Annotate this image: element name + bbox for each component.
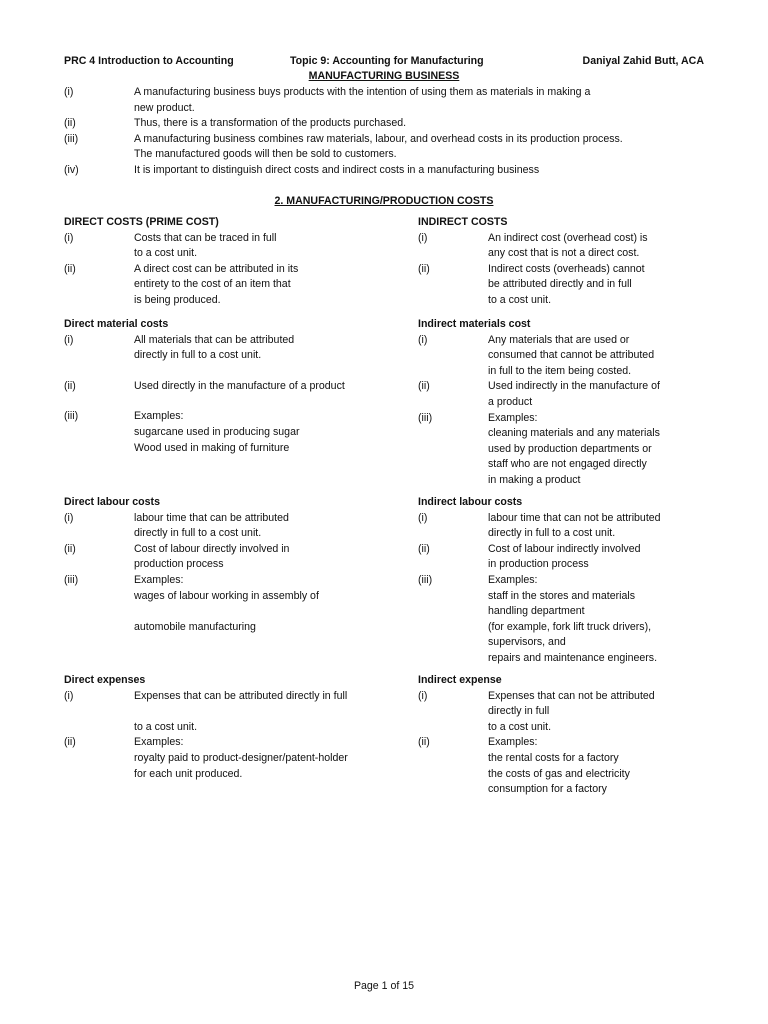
item-text: Expenses that can be attributed directly in full to a cost unit. <box>134 689 348 733</box>
header-topic: Topic 9: Accounting for Manufacturing <box>290 55 484 67</box>
item-text: Used directly in the manufacture of a product <box>134 379 345 392</box>
list-item <box>418 262 718 309</box>
item-number: (ii) <box>418 262 430 275</box>
item-number: (i) <box>64 333 74 346</box>
item-text: labour time that can not be attributed directly in full to a cost unit. <box>488 511 661 540</box>
list-item <box>418 573 718 667</box>
item-number: (iii) <box>64 410 79 423</box>
indirect-materials-section <box>418 317 718 489</box>
list-item <box>64 333 394 364</box>
indirect-expense-section <box>418 673 718 798</box>
item-number: (ii) <box>418 736 430 749</box>
indirect-labour-heading: Indirect labour costs <box>418 496 523 508</box>
direct-expenses-section <box>64 673 394 782</box>
direct-material-heading: Direct material costs <box>64 318 169 330</box>
list-item <box>418 542 718 573</box>
item-number: (ii) <box>64 262 76 275</box>
item-number: (i) <box>418 333 428 346</box>
item-text: A manufacturing business buys products with the intention of using them as materials in making a new product. <box>134 86 591 114</box>
direct-expenses-heading: Direct expenses <box>64 674 146 686</box>
list-item <box>64 85 684 116</box>
item-number: (i) <box>64 511 74 524</box>
item-text: Examples: sugarcane used in producing sugar Wood used in making of furniture <box>134 410 300 454</box>
item-number: (ii) <box>64 379 76 392</box>
item-text: Examples: royalty paid to product-designer/patent-holder for each unit produced. <box>134 736 348 780</box>
item-text: labour time that can be attributed directly in full to a cost unit. <box>134 511 289 540</box>
item-text: Cost of labour directly involved in production process <box>134 542 290 571</box>
list-item <box>418 231 718 262</box>
header-course: PRC 4 Introduction to Accounting <box>64 55 234 67</box>
item-text: Cost of labour indirectly involved in production process <box>488 542 641 571</box>
item-number: (i) <box>418 511 428 524</box>
item-text: It is important to distinguish direct costs and indirect costs in a manufacturing business <box>134 163 540 176</box>
item-number: (iii) <box>64 132 79 145</box>
indirect-costs-section <box>418 215 718 309</box>
indirect-costs-heading: INDIRECT COSTS <box>418 216 508 228</box>
direct-labour-section <box>64 495 394 635</box>
list-item <box>418 735 718 797</box>
list-item <box>64 409 394 456</box>
list-item <box>64 735 394 782</box>
item-text: Expenses that can not be attributed directly in full to a cost unit. <box>488 689 655 733</box>
item-number: (iv) <box>64 163 79 176</box>
item-text: Examples: staff in the stores and materials handling department (for example, fork lift truck drivers), supervisors, and repairs and maintenance engineers. <box>488 573 658 664</box>
item-text: Examples: wages of labour working in assembly of automobile manufacturing <box>134 573 319 633</box>
item-text: An indirect cost (overhead cost) is any cost that is not a direct cost. <box>488 231 648 260</box>
item-text: A direct cost can be attributed in its entirety to the cost of an item that is being produced. <box>134 262 299 306</box>
item-text: Used indirectly in the manufacture of a product <box>488 380 660 408</box>
section-title-production-costs: 2. MANUFACTURING/PRODUCTION COSTS <box>274 195 494 207</box>
list-item <box>418 411 718 489</box>
item-number: (ii) <box>64 542 76 555</box>
item-number: (i) <box>64 86 74 98</box>
direct-costs-heading: DIRECT COSTS (PRIME COST) <box>64 216 219 228</box>
item-number: (ii) <box>64 117 76 130</box>
header-author: Daniyal Zahid Butt, ACA <box>582 55 704 67</box>
list-item <box>64 116 684 132</box>
list-item <box>418 689 718 736</box>
list-item <box>64 132 684 163</box>
direct-costs-section <box>64 215 394 309</box>
list-item <box>64 262 394 309</box>
item-number: (iii) <box>64 573 79 586</box>
indirect-expense-heading: Indirect expense <box>418 674 502 686</box>
item-number: (ii) <box>64 736 76 749</box>
list-item <box>64 542 394 573</box>
item-text: A manufacturing business combines raw materials, labour, and overhead costs in its production process. The manufactured goods will then be sold to customers. <box>134 132 623 161</box>
item-text: Costs that can be traced in full to a cost unit. <box>134 231 277 260</box>
item-number: (ii) <box>418 542 430 555</box>
item-text: Examples: cleaning materials and any materials used by production departments or staff who are not engaged directly in making a product <box>488 411 660 486</box>
item-number: (i) <box>418 689 428 702</box>
list-item <box>418 379 718 410</box>
page-number: Page 1 of 15 <box>353 980 415 992</box>
list-item <box>418 333 718 380</box>
list-item <box>64 163 684 179</box>
item-text: Examples: the rental costs for a factory the costs of gas and electricity consumption for a factory <box>488 736 630 796</box>
item-number: (i) <box>418 231 428 244</box>
list-item <box>64 231 394 262</box>
item-text: Indirect costs (overheads) cannot be attributed directly and in full to a cost unit. <box>488 262 645 306</box>
list-item <box>64 573 394 635</box>
item-number: (i) <box>64 689 74 702</box>
direct-material-section <box>64 317 394 456</box>
item-text: All materials that can be attributed directly in full to a cost unit. <box>134 333 295 362</box>
item-text: Thus, there is a transformation of the products purchased. <box>134 117 407 130</box>
indirect-materials-heading: Indirect materials cost <box>418 318 531 330</box>
list-item <box>418 511 718 542</box>
intro-list <box>64 85 684 179</box>
indirect-labour-section <box>418 495 718 667</box>
list-item <box>64 689 394 736</box>
item-number: (iii) <box>418 573 433 586</box>
direct-labour-heading: Direct labour costs <box>64 496 160 508</box>
item-number: (i) <box>64 231 74 244</box>
section-title-manufacturing-business: MANUFACTURING BUSINESS <box>308 70 460 82</box>
list-item <box>64 379 394 395</box>
item-number: (ii) <box>418 380 430 393</box>
item-number: (iii) <box>418 411 433 424</box>
item-text: Any materials that are used or consumed that cannot be attributed in full to the item being costed. <box>488 333 655 377</box>
list-item <box>64 511 394 542</box>
